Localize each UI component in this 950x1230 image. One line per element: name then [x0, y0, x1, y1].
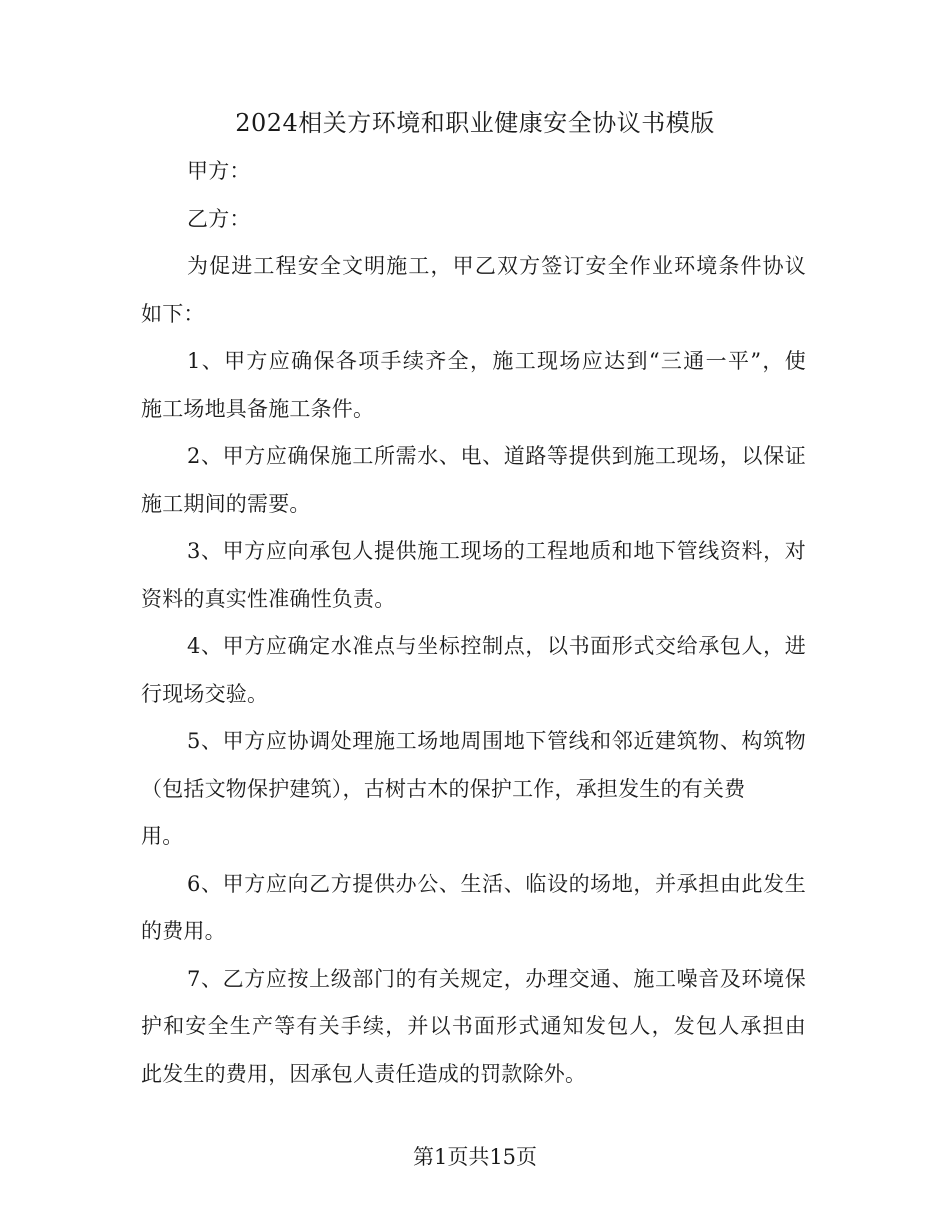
- paragraph-line: 4、甲方应确定水准点与坐标控制点，以书面形式交给承包人，进: [187, 634, 806, 658]
- clause-2: [141, 433, 806, 528]
- document-body: [141, 148, 806, 1098]
- paragraph-line: 如下：: [141, 301, 205, 326]
- paragraph-line: 的费用。: [141, 919, 226, 943]
- document-title: 2024相关方环境和职业健康安全协议书模版: [235, 109, 715, 137]
- paragraph-line: 护和安全生产等有关手续，并以书面形式通知发包人，发包人承担由: [141, 1014, 806, 1038]
- clause-7: [141, 956, 806, 1099]
- party-b-label: 乙方：: [187, 206, 251, 231]
- paragraph-line: （包括文物保护建筑），古树古木的保护工作，承担发生的有关费: [141, 776, 746, 801]
- intro-paragraph: [141, 243, 806, 338]
- clause-4: [141, 623, 806, 718]
- paragraph-line: 为促进工程安全文明施工，甲乙双方签订安全作业环境条件协议: [187, 254, 806, 278]
- paragraph-line: 3、甲方应向承包人提供施工现场的工程地质和地下管线资料，对: [187, 539, 806, 563]
- paragraph-line: 6、甲方应向乙方提供办公、生活、临设的场地，并承担由此发生: [187, 871, 806, 896]
- clause-5: [141, 718, 806, 861]
- paragraph-line: 7、乙方应按上级部门的有关规定，办理交通、施工噪音及环境保: [187, 966, 806, 991]
- paragraph-line: 此发生的费用，因承包人责任造成的罚款除外。: [141, 1061, 587, 1086]
- paragraph-line: 用。: [141, 824, 184, 848]
- paragraph-line: 1、甲方应确保各项手续齐全，施工现场应达到“三通一平”，使: [187, 349, 806, 373]
- clause-6: [141, 861, 806, 956]
- party-a-label: 甲方：: [187, 159, 251, 183]
- page-number: 第1页共15页: [412, 1145, 538, 1169]
- paragraph-line: 2、甲方应确保施工所需水、电、道路等提供到施工现场，以保证: [187, 444, 806, 468]
- paragraph-line: 施工期间的需要。: [141, 491, 311, 516]
- paragraph-line: 行现场交验。: [141, 681, 269, 706]
- paragraph-line: 施工场地具备施工条件。: [141, 396, 375, 421]
- clause-1: [141, 338, 806, 433]
- paragraph-line: 5、甲方应协调处理施工场地周围地下管线和邻近建筑物、构筑物: [187, 729, 806, 753]
- paragraph-line: 资料的真实性准确性负责。: [141, 586, 396, 611]
- clause-3: [141, 528, 806, 623]
